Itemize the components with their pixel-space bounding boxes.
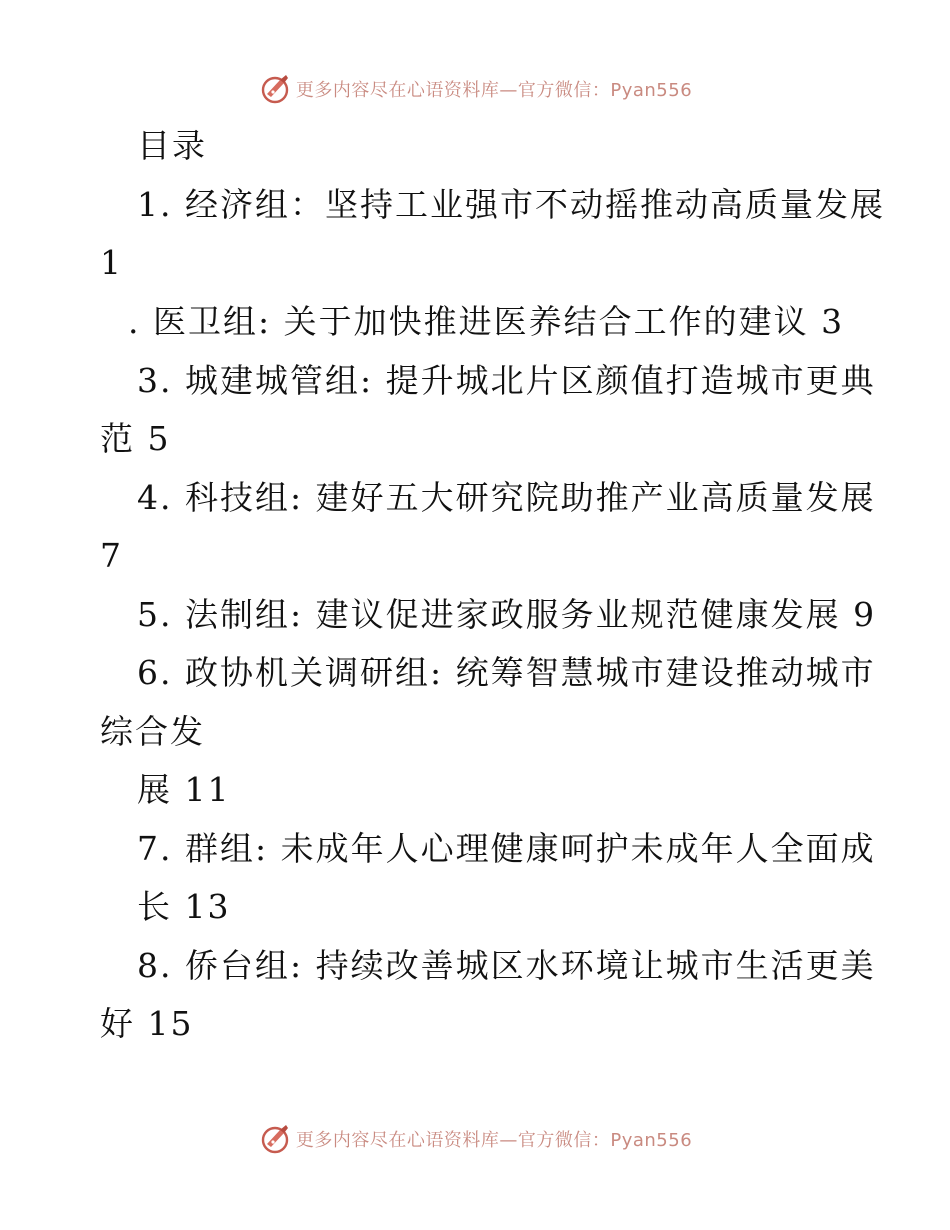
- toc-title: 目录: [137, 126, 207, 165]
- toc-entry: 4. 科技组: 建好五大研究院助推产业高质量发展: [137, 478, 876, 517]
- toc-entry-continuation: 展 11: [137, 770, 231, 809]
- toc-entry: 7. 群组: 未成年人心理健康呵护未成年人全面成: [137, 829, 876, 868]
- toc-entry: 6. 政协机关调研组: 统筹智慧城市建设推动城市: [137, 653, 876, 692]
- toc-entry-continuation: 1: [100, 243, 123, 282]
- pen-nib-circle-icon: [258, 1122, 292, 1156]
- toc-entry-continuation: 范 5: [100, 419, 171, 458]
- header-banner: [0, 72, 950, 106]
- toc-entry-continuation: 7: [100, 536, 123, 575]
- toc-entry-continuation: 好 15: [100, 1004, 194, 1043]
- toc-entry-continuation: 长 13: [137, 887, 231, 926]
- banner-text: 更多内容尽在心语资料库—官方微信：Pyan556: [295, 80, 693, 101]
- footer-banner: [0, 1122, 950, 1156]
- toc-entry: 8. 侨台组: 持续改善城区水环境让城市生活更美: [137, 946, 876, 985]
- toc-entry-continuation: 综合发: [100, 712, 205, 751]
- toc-entry: 3. 城建城管组: 提升城北片区颜值打造城市更典: [137, 361, 876, 400]
- toc-entry: 5. 法制组: 建议促进家政服务业规范健康发展 9: [137, 595, 877, 634]
- toc-entry: 1. 经济组：坚持工业强市不动摇推动高质量发展: [137, 185, 885, 224]
- pen-nib-circle-icon: [258, 72, 292, 106]
- banner-text: 更多内容尽在心语资料库—官方微信：Pyan556: [295, 1130, 693, 1151]
- toc-entry: . 医卫组: 关于加快推进医养结合工作的建议 3: [128, 302, 845, 341]
